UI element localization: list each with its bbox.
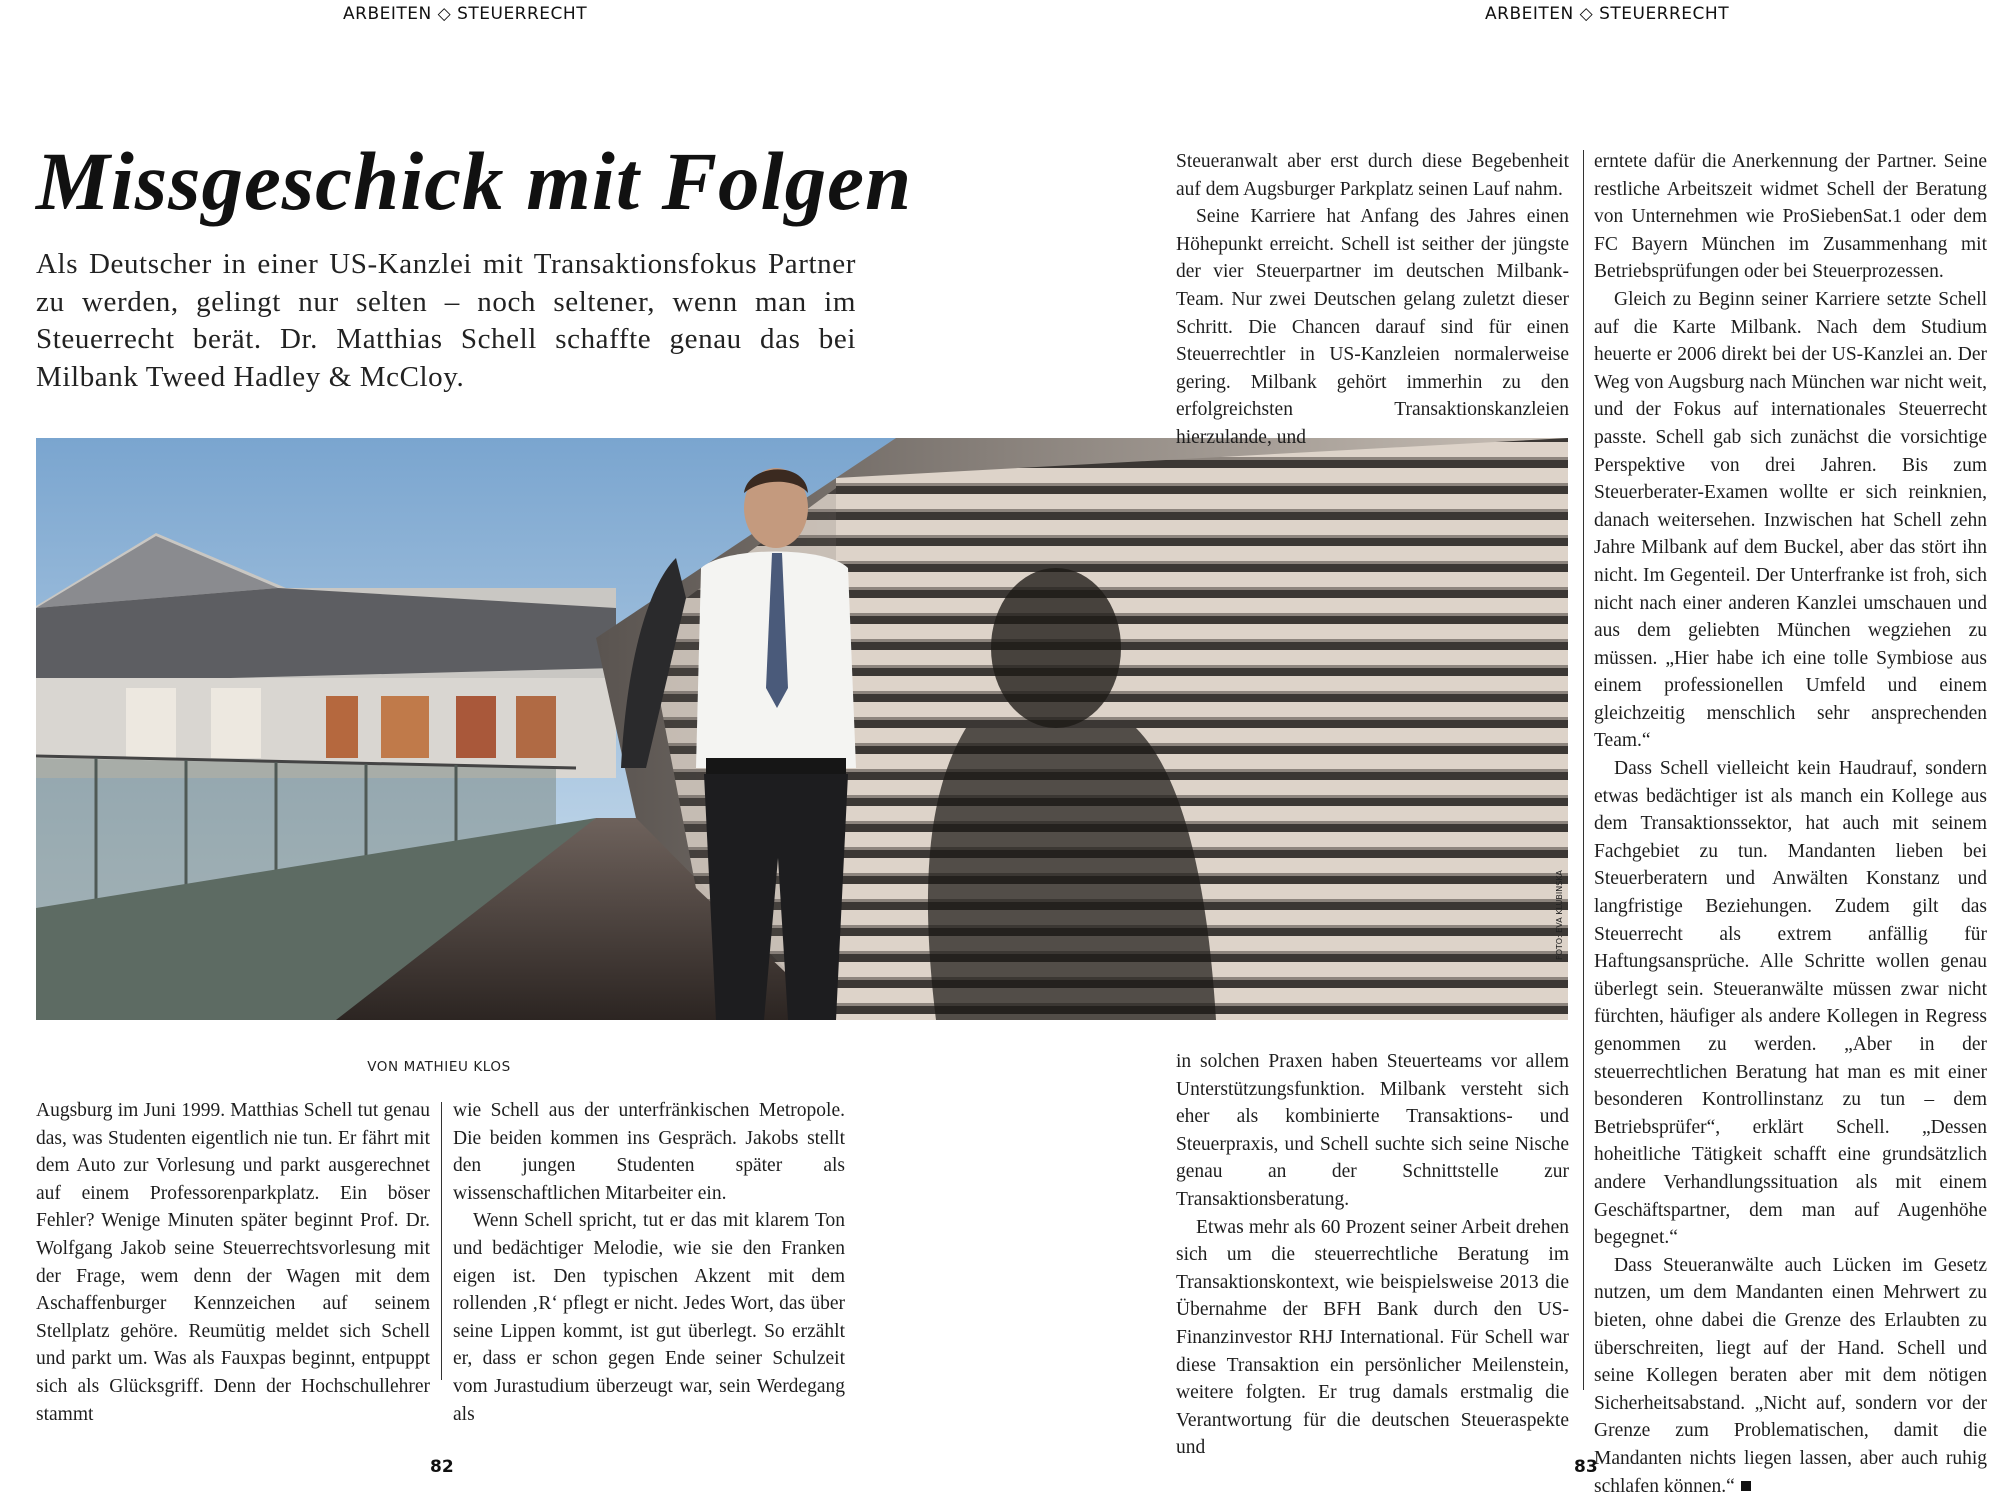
paragraph: wie Schell aus der unterfränkischen Metropole. Die beiden kommen ins Gespräch. Jakobs stellt den jungen Studenten später als wissenschaftlichen Mitarbeiter ein. xyxy=(453,1100,845,1204)
photo-illustration xyxy=(36,438,1568,1020)
page-number-right: 83 xyxy=(1574,1457,1598,1477)
text-column-3-top xyxy=(1176,148,1569,452)
paragraph: Gleich zu Beginn seiner Karriere setzte Schell auf die Karte Milbank. Nach dem Studium heuerte er 2006 direkt bei der US-Kanzlei an. Der Weg von Augsburg nach München war nicht weit, und der Fokus auf internationales Steuerrecht passte. Schell gab sich zunächst die vorsichtige Perspektive von drei Jahren. Bis zum Steuerberater-Examen wollte er sich reinknien, danach weitersehen. Inzwischen hat Schell zehn Jahre Milbank auf dem Buckel, aber das stört ihn nicht. Im Gegenteil. Der Unterfranke ist froh, sich nicht nach einer anderen Kanzlei umschauen und aus dem geliebten München wegziehen zu müssen. „Hier habe ich eine tolle Symbiose aus einem professionellen Umfeld und einem gleichzeitig menschlich sehr ansprechenden Team.“ xyxy=(1594,288,1987,752)
text-column-4 xyxy=(1594,148,1987,1500)
paragraph: Steueranwalt aber erst durch diese Begebenheit auf dem Augsburger Parkplatz seinen Lauf nahm. xyxy=(1176,151,1569,200)
article-lead: Als Deutscher in einer US-Kanzlei mit Transaktionsfokus Partner zu werden, gelingt nur selten – noch seltener, wenn man im Steuerrecht berät. Dr. Matthias Schell schaffte genau das bei Milbank Tweed Hadley & McCloy. xyxy=(36,248,856,393)
text-column-3-bottom xyxy=(1176,1048,1569,1462)
section-header-left: ARBEITEN ◇ STEUERRECHT xyxy=(343,4,588,24)
text-column-1 xyxy=(36,1097,430,1428)
paragraph: Dass Schell vielleicht kein Haudrauf, sondern etwas bedächtiger ist als manch ein Kollege aus dem Transaktionssektor, hat auch mit seinem Fachgebiet zu tun. Mandanten lieben bei Steuerberatern und Anwälten Konstanz und langfristige Beziehungen. Zudem gilt das Steuerrecht als extrem anfällig für Haftungsansprüche. Alle Schritte wollen genau überlegt sein. Steueranwälte müssen zwar nicht fürchten, häufiger als andere Kollegen in Regress genommen zu werden. „Aber in der steuerrechtlichen Beratung hat man es mit einer besonderen Kontrollinstanz zu tun – dem Betriebsprüfer“, erklärt Schell. „Dessen hoheitliche Tätigkeit schafft eine grundsätzlich andere Verhandlungssituation als mit einem Geschäftspartner, dem man auf Augenhöhe begegnet.“ xyxy=(1594,758,1987,1249)
text-column-2 xyxy=(453,1097,845,1428)
paragraph: in solchen Praxen haben Steuerteams vor allem Unterstützungsfunktion. Milbank versteht sich eher als kombinierte Transaktions- und Steuerpraxis, und Schell suchte sich seine Nische genau an der Schnittstelle zur Transaktionsberatung. xyxy=(1176,1051,1569,1210)
article-photo xyxy=(36,438,1568,1020)
paragraph: Etwas mehr als 60 Prozent seiner Arbeit drehen sich um die steuerrechtliche Beratung im Transaktionskontext, wie beispielsweise 2013 die Übernahme der BFH Bank durch den US-Finanzinvestor RHJ International. Für Schell war diese Transaktion ein persönlicher Meilenstein, weitere folgten. Er trug damals erstmalig die Verantwortung für die deutschen Steueraspekte und xyxy=(1176,1216,1569,1459)
end-of-article-mark xyxy=(1741,1481,1751,1491)
column-rule xyxy=(1583,150,1584,1390)
photo-credit: FOTO: EVA KLUBINSKA xyxy=(1555,870,1564,960)
column-rule xyxy=(441,1102,442,1380)
paragraph: Wenn Schell spricht, tut er das mit klarem Ton und bedächtiger Melodie, wie sie den Franken eigen ist. Den typischen Akzent mit dem rollenden ‚R‘ pflegt er nicht. Jedes Wort, das über seine Lippen kommt, ist gut überlegt. So erzählt er, dass er schon gegen Ende seiner Schulzeit vom Jurastudium überzeugt war, sein Werdegang als xyxy=(453,1210,845,1425)
page-number-left: 82 xyxy=(430,1457,454,1477)
paragraph xyxy=(1594,1252,1987,1500)
paragraph: erntete dafür die Anerkennung der Partner. Seine restliche Arbeitszeit widmet Schell der Beratung von Unternehmen wie ProSiebenSat.1 oder dem FC Bayern München im Zusammenhang mit Betriebsprüfungen oder bei Steuerprozessen. xyxy=(1594,151,1987,283)
section-header-right: ARBEITEN ◇ STEUERRECHT xyxy=(1485,4,1730,24)
paragraph-text: Dass Steueranwälte auch Lücken im Gesetz nutzen, um dem Mandanten einen Mehrwert zu bieten, ohne dabei die Grenze des Erlaubten zu überschreiten, liegt auf der Hand. Schell und seine Kollegen beraten aber mit dem nötigen Sicherheitsabstand. „Nicht auf, sondern vor der Grenze zum Problematischen, damit die Mandanten nichts liegen lassen, aber auch ruhig schlafen können.“ xyxy=(1594,1254,1987,1497)
paragraph: Augsburg im Juni 1999. Matthias Schell tut genau das, was Studenten eigentlich nie tun. Er fährt mit dem Auto zur Vorlesung und parkt ausgerechnet auf einem Professorenparkplatz. Ein böser Fehler? Wenige Minuten später beginnt Prof. Dr. Wolfgang Jakob seine Steuerrechtsvorlesung mit der Frage, wem denn der Wagen mit dem Aschaffenburger Kennzeichen auf seinem Stellplatz gehöre. Reumütig meldet sich Schell und parkt um. Was als Fauxpas beginnt, entpuppt sich als Glücksgriff. Denn der Hochschullehrer stammt xyxy=(36,1100,430,1425)
paragraph: Seine Karriere hat Anfang des Jahres einen Höhepunkt erreicht. Schell ist seither der jüngste der vier Steuerpartner im deutschen Milbank-Team. Nur zwei Deutschen gelang zuletzt dieser Schritt. Die Chancen darauf sind für einen Steuerrechtler in US-Kanzleien normalerweise gering. Milbank gehört immerhin zu den erfolgreichsten Transaktionskanzleien hierzulande, und xyxy=(1176,206,1569,448)
byline: VON MATHIEU KLOS xyxy=(367,1059,511,1075)
article-title: Missgeschick mit Folgen xyxy=(36,135,913,227)
